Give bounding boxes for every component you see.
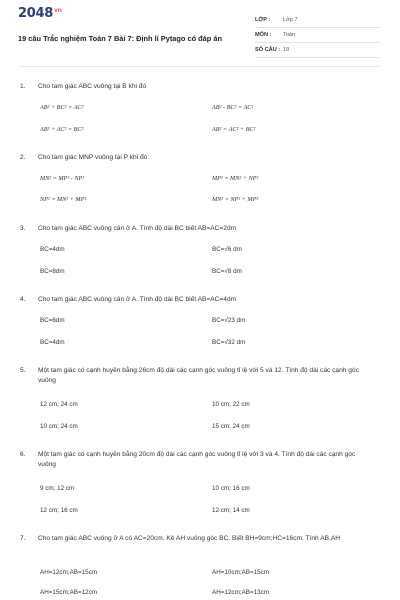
option-a[interactable]: 12 cm; 24 cm <box>40 401 78 408</box>
option-c[interactable]: AH=15cm;AB=12cm <box>40 589 98 596</box>
option-a[interactable]: BC=4dm <box>40 246 65 253</box>
question-4 <box>18 295 380 346</box>
option-a[interactable]: MN² = MP² - NP² <box>40 175 85 182</box>
option-d[interactable]: BC=√8 dm <box>212 268 242 275</box>
document-header <box>0 0 400 62</box>
option-a[interactable]: AH=12cm;AB=15cm <box>40 569 98 576</box>
question-number: 4. <box>20 296 26 303</box>
logo-text: 2048 <box>18 6 53 21</box>
option-b[interactable]: 10 cm; 16 cm <box>212 485 250 492</box>
option-d[interactable]: 15 cm; 24 cm <box>212 423 250 430</box>
meta-row-count <box>255 43 380 58</box>
option-a[interactable]: BC=6dm <box>40 317 65 324</box>
question-text: Cho tam giác ABC vuông cân ở A. Tính độ dài BC biết AB=AC=2dm <box>38 225 237 232</box>
option-b[interactable]: MP² = MN² + NP² <box>212 175 259 182</box>
option-a[interactable]: 9 cm; 12 cm <box>40 485 75 492</box>
question-text: Cho tam giác ABC vuông tại B khi đó <box>38 83 147 90</box>
header-divider <box>18 66 380 67</box>
question-text: Cho tam giác MNP vuông tại P khi đó: <box>38 154 150 161</box>
question-stem <box>18 224 380 234</box>
question-text: Cho tam giác ABC vuông ở A có AC=20cm. Kẻ AH vuông góc BC. Biết BH=9cm;HC=16cm. Tính AB,AH <box>38 535 340 542</box>
logo-suffix: vn <box>53 6 62 14</box>
option-d[interactable]: BC=√32 dm <box>212 339 246 346</box>
question-number: 1. <box>20 83 26 90</box>
meta-value: Toán <box>283 32 296 38</box>
question-3 <box>18 224 380 275</box>
question-text: Cho tam giác ABC vuông cân ở A. Tính độ dài BC biết AB=AC=4dm <box>38 296 237 303</box>
question-stem <box>18 295 380 305</box>
question-stem <box>18 450 380 470</box>
meta-row-subject <box>255 28 380 43</box>
option-c[interactable]: 12 cm; 16 cm <box>40 507 78 514</box>
question-number: 6. <box>20 451 26 458</box>
meta-value: Lớp 7 <box>283 17 298 23</box>
question-text: Một tam giác có cạnh huyền bằng 26cm độ dài các cạnh góc vuông tỉ lệ với 5 và 12. Tính độ dài các cạnh góc vuông <box>38 367 359 384</box>
meta-value: 19 <box>283 47 290 53</box>
option-d[interactable]: MN² = NP² + MP² <box>212 196 259 203</box>
option-a[interactable]: AB² + BC² = AC² <box>40 104 84 111</box>
meta-label: LỚP : <box>255 17 271 23</box>
option-b[interactable]: BC=√23 dm <box>212 317 246 324</box>
question-2 <box>18 153 380 203</box>
question-number: 5. <box>20 367 26 374</box>
question-stem <box>18 366 380 386</box>
question-number: 3. <box>20 225 26 232</box>
document-title: 19 câu Trắc nghiệm Toán 7 Bài 7: Định lí Pytago có đáp án <box>18 34 222 43</box>
option-c[interactable]: 10 cm; 24 cm <box>40 423 78 430</box>
question-stem <box>18 82 380 92</box>
option-d[interactable]: AH=12cm;AB=13cm <box>212 589 270 596</box>
question-number: 2. <box>20 154 26 161</box>
meta-row-grade <box>255 13 380 28</box>
question-5 <box>18 366 380 430</box>
option-b[interactable]: 10 cm; 22 cm <box>212 401 250 408</box>
option-b[interactable]: AH=10cm;AB=15cm <box>212 569 270 576</box>
option-b[interactable]: BC=√6 dm <box>212 246 242 253</box>
option-b[interactable]: AB² - BC² = AC² <box>212 104 254 111</box>
option-c[interactable]: BC=4dm <box>40 339 65 346</box>
question-7 <box>18 534 380 596</box>
question-stem <box>18 534 380 544</box>
option-c[interactable]: AB² + AC² = BC² <box>40 126 84 133</box>
question-stem <box>18 153 380 163</box>
question-number: 7. <box>20 535 26 542</box>
question-text: Một tam giác có cạnh huyền bằng 20cm độ dài các cạnh góc vuông tỉ lệ với 3 và 4. Tính độ dài các cạnh góc vuông <box>38 451 356 468</box>
meta-label: MÔN : <box>255 32 272 38</box>
option-d[interactable]: AB² = AC² + BC² <box>212 126 256 133</box>
question-1 <box>18 82 380 133</box>
document-meta <box>255 13 380 58</box>
option-c[interactable]: NP² = MN² + MP² <box>40 196 87 203</box>
option-c[interactable]: BC=8dm <box>40 268 65 275</box>
site-logo[interactable] <box>18 6 62 21</box>
question-6 <box>18 450 380 514</box>
meta-label: SỐ CÂU : <box>255 47 281 53</box>
option-d[interactable]: 12 cm; 14 cm <box>212 507 250 514</box>
